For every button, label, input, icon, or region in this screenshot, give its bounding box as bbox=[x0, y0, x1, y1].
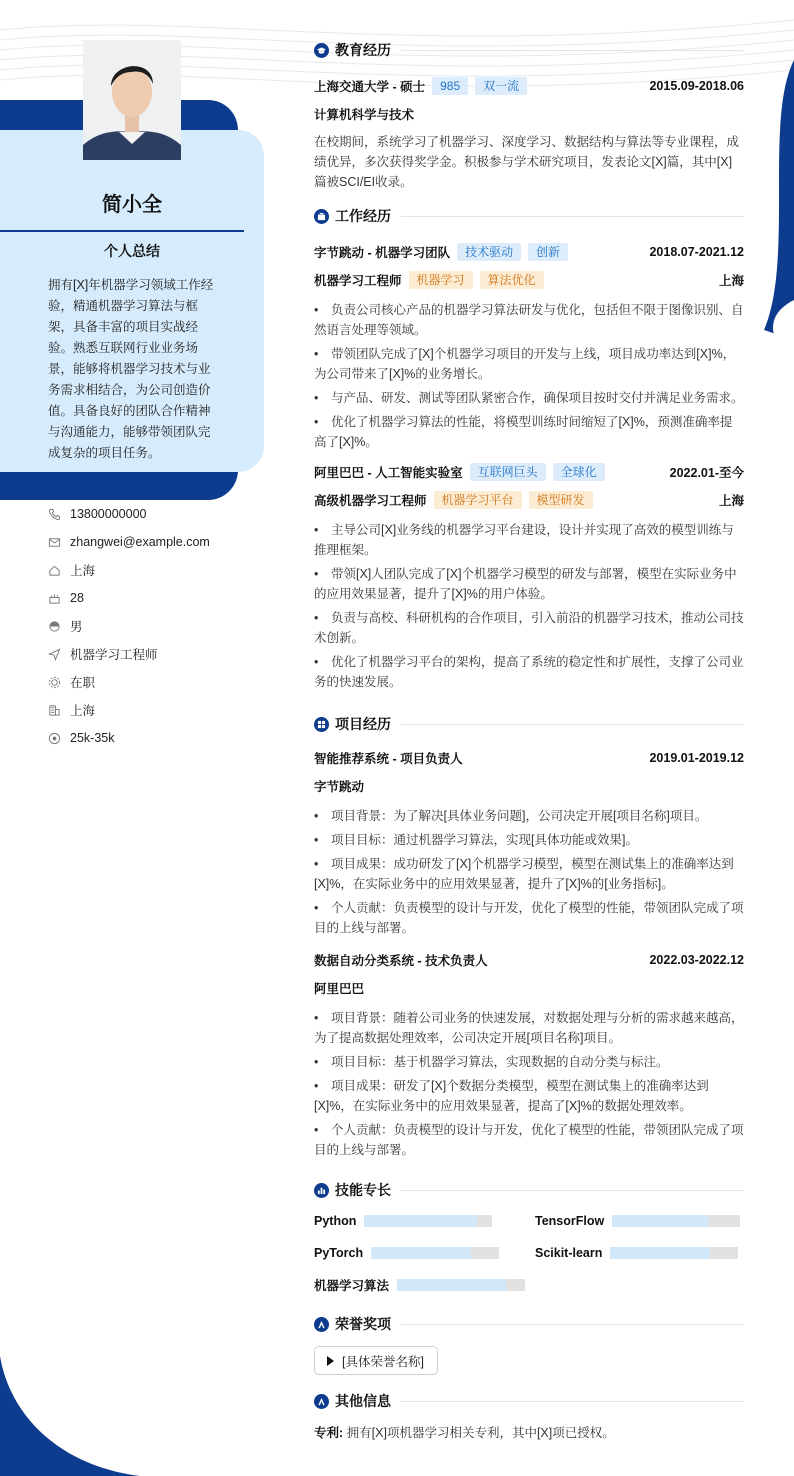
contact-value: 13800000000 bbox=[70, 507, 147, 521]
skill-item bbox=[535, 1244, 744, 1262]
contact-value: 上海 bbox=[70, 564, 96, 578]
list-item: •与产品、研发、测试等团队紧密合作，确保项目按时交付并满足业务需求。 bbox=[314, 388, 744, 408]
section-title: 技能专长 bbox=[335, 1182, 391, 1198]
project-company: 字节跳动 bbox=[314, 780, 365, 794]
name-underline bbox=[0, 230, 244, 232]
skill-bar bbox=[610, 1247, 738, 1259]
list-item: •负责与高校、科研机构的合作项目，引入前沿的机器学习技术，推动公司技术创新。 bbox=[314, 608, 744, 648]
skill-bar-fill bbox=[610, 1247, 710, 1259]
school-name: 上海交通大学 - 硕士 bbox=[314, 80, 426, 94]
section-divider bbox=[401, 216, 744, 217]
info-icon bbox=[314, 1394, 329, 1409]
other-info-line bbox=[314, 1423, 744, 1443]
skill-name: 机器学习算法 bbox=[314, 1279, 390, 1293]
work-role-row bbox=[314, 266, 744, 294]
contact-phone bbox=[48, 500, 248, 528]
main-column bbox=[314, 36, 744, 1443]
education-major-row bbox=[314, 100, 744, 128]
project-period: 2022.03-2022.12 bbox=[649, 953, 744, 967]
section-title: 项目经历 bbox=[335, 716, 391, 732]
role-tag: 机器学习平台 bbox=[434, 491, 522, 509]
company-tag: 技术驱动 bbox=[457, 243, 521, 261]
skill-item bbox=[314, 1244, 535, 1262]
age-icon bbox=[48, 592, 61, 605]
contact-value: 男 bbox=[70, 620, 83, 634]
avatar bbox=[83, 40, 181, 160]
skill-bar-fill bbox=[371, 1247, 471, 1259]
summary-text: 拥有[X]年机器学习领域工作经验，精通机器学习算法与框架，具备丰富的项目实战经验。熟悉互联网行业业务场景，能够将机器学习技术与业务需求相结合，为公司创造价值。具备良好的团队合作精神与沟通能力，能够带领团队完成复杂的项目任务。 bbox=[48, 278, 214, 460]
skill-bar bbox=[397, 1279, 525, 1291]
other-info-label: 专利: bbox=[314, 1426, 344, 1440]
work-company: 阿里巴巴 - 人工智能实验室 bbox=[314, 466, 463, 480]
skill-bar bbox=[371, 1247, 499, 1259]
contact-value: zhangwei@example.com bbox=[70, 535, 210, 549]
project-bullets bbox=[314, 806, 744, 938]
work-company: 字节跳动 - 机器学习团队 bbox=[314, 246, 451, 260]
honor-item-label: [具体荣誉名称] bbox=[342, 1354, 424, 1369]
list-item: •项目成果：成功研发了[X]个机器学习模型，模型在测试集上的准确率达到[X]%，在实际业务中的应用效果显著，提升了[X]%的[业务指标]。 bbox=[314, 854, 744, 894]
contact-location bbox=[48, 556, 248, 584]
work-item bbox=[314, 458, 744, 692]
avatar-portrait-icon bbox=[83, 40, 181, 160]
list-item: •个人贡献：负责模型的设计与开发，优化了模型的性能，带领团队完成了项目的上线与部署。 bbox=[314, 1120, 744, 1160]
other-info-text: 拥有[X]项机器学习相关专利，其中[X]项已授权。 bbox=[346, 1426, 615, 1440]
education-description: 在校期间，系统学习了机器学习、深度学习、数据结构与算法等专业课程，成绩优异，多次获得奖学金。积极参与学术研究项目，发表论文[X]篇，其中[X]篇被SCI/EI收录。 bbox=[314, 135, 740, 189]
skill-bar-fill bbox=[612, 1215, 708, 1227]
project-item bbox=[314, 946, 744, 1160]
send-icon bbox=[48, 648, 61, 661]
list-item: •优化了机器学习算法的性能，将模型训练时间缩短了[X]%，预测准确率提高了[X]%。 bbox=[314, 412, 744, 452]
contact-list bbox=[48, 500, 248, 752]
right-decorative-curve bbox=[754, 60, 794, 340]
work-company-row bbox=[314, 238, 744, 266]
work-city: 上海 bbox=[718, 494, 744, 508]
section-work-header bbox=[314, 202, 744, 230]
award-icon bbox=[314, 1317, 329, 1332]
education-major: 计算机科学与技术 bbox=[314, 108, 415, 122]
company-tag: 创新 bbox=[528, 243, 568, 261]
work-period: 2018.07-2021.12 bbox=[649, 245, 744, 259]
contact-value: 上海 bbox=[70, 704, 96, 718]
contact-city bbox=[48, 696, 248, 724]
section-honors-header bbox=[314, 1310, 744, 1338]
graduation-cap-icon bbox=[314, 43, 329, 58]
company-tag: 全球化 bbox=[553, 463, 605, 481]
list-item: •带领[X]人团队完成了[X]个机器学习模型的研发与部署，模型在实际业务中的应用效果显著，提升了[X]%的用户体验。 bbox=[314, 564, 744, 604]
skill-item bbox=[535, 1212, 744, 1230]
project-name-row bbox=[314, 946, 744, 974]
list-item: •项目成果：研发了[X]个数据分类模型，模型在测试集上的准确率达到[X]%，在实际业务中的应用效果显著，提高了[X]%的数据处理效率。 bbox=[314, 1076, 744, 1116]
company-tag: 互联网巨头 bbox=[470, 463, 546, 481]
mail-icon bbox=[48, 536, 61, 549]
candidate-name: 简小全 bbox=[102, 194, 162, 216]
bottom-decorative-curve bbox=[0, 1356, 140, 1476]
contact-email bbox=[48, 528, 248, 556]
project-bullets bbox=[314, 1008, 744, 1160]
section-title: 工作经历 bbox=[335, 208, 391, 224]
list-item: •项目背景：随着公司业务的快速发展，对数据处理与分析的需求越来越高，为了提高数据处理效率，公司决定开展[项目名称]项目。 bbox=[314, 1008, 744, 1048]
skill-item bbox=[314, 1276, 535, 1294]
contact-gender bbox=[48, 612, 248, 640]
building-icon bbox=[48, 704, 61, 717]
skill-name: Python bbox=[314, 1214, 357, 1228]
education-period: 2015.09-2018.06 bbox=[649, 79, 744, 93]
education-row bbox=[314, 72, 744, 100]
contact-status bbox=[48, 668, 248, 696]
list-item: •负责公司核心产品的机器学习算法研发与优化，包括但不限于图像识别、自然语言处理等领域。 bbox=[314, 300, 744, 340]
phone-icon bbox=[48, 508, 61, 521]
contact-value: 25k-35k bbox=[70, 731, 115, 745]
home-icon bbox=[48, 564, 61, 577]
project-company-row bbox=[314, 772, 744, 800]
project-name: 智能推荐系统 - 项目负责人 bbox=[314, 752, 463, 766]
project-company-row bbox=[314, 974, 744, 1002]
role-tag: 算法优化 bbox=[480, 271, 544, 289]
skill-bar-fill bbox=[364, 1215, 477, 1227]
contact-salary bbox=[48, 724, 248, 752]
project-name-row bbox=[314, 744, 744, 772]
section-divider bbox=[401, 1401, 744, 1402]
grid-icon bbox=[314, 717, 329, 732]
gender-icon bbox=[48, 620, 61, 633]
work-bullets bbox=[314, 520, 744, 692]
skill-item bbox=[314, 1212, 535, 1230]
contact-value: 机器学习工程师 bbox=[70, 648, 158, 662]
list-item: •项目目标：基于机器学习算法，实现数据的自动分类与标注。 bbox=[314, 1052, 744, 1072]
status-icon bbox=[48, 676, 61, 689]
skill-name: TensorFlow bbox=[535, 1214, 605, 1228]
section-divider bbox=[401, 1324, 744, 1325]
work-bullets bbox=[314, 300, 744, 452]
briefcase-icon bbox=[314, 209, 329, 224]
project-period: 2019.01-2019.12 bbox=[649, 751, 744, 765]
salary-icon bbox=[48, 732, 61, 745]
section-title: 荣誉奖项 bbox=[335, 1316, 391, 1332]
project-item bbox=[314, 744, 744, 938]
honor-item-button[interactable] bbox=[314, 1346, 438, 1375]
section-divider bbox=[401, 1190, 744, 1191]
school-tag: 双一流 bbox=[475, 77, 527, 95]
skill-name: Scikit-learn bbox=[535, 1246, 603, 1260]
bar-chart-icon bbox=[314, 1183, 329, 1198]
contact-position bbox=[48, 640, 248, 668]
list-item: •个人贡献：负责模型的设计与开发，优化了模型的性能，带领团队完成了项目的上线与部署。 bbox=[314, 898, 744, 938]
section-divider bbox=[401, 50, 744, 51]
section-skills-header bbox=[314, 1176, 744, 1204]
work-role: 机器学习工程师 bbox=[314, 274, 402, 288]
section-education-header bbox=[314, 36, 744, 64]
list-item: •项目目标：通过机器学习算法，实现[具体功能或效果]。 bbox=[314, 830, 744, 850]
list-item: •项目背景：为了解决[具体业务问题]，公司决定开展[项目名称]项目。 bbox=[314, 806, 744, 826]
summary-heading: 个人总结 bbox=[104, 243, 160, 259]
list-item: •优化了机器学习平台的架构，提高了系统的稳定性和扩展性，支撑了公司业务的快速发展。 bbox=[314, 652, 744, 692]
section-projects-header bbox=[314, 710, 744, 738]
work-period: 2022.01-至今 bbox=[669, 466, 744, 480]
project-company: 阿里巴巴 bbox=[314, 982, 365, 996]
project-name: 数据自动分类系统 - 技术负责人 bbox=[314, 954, 488, 968]
work-role-row bbox=[314, 486, 744, 514]
list-item: •带领团队完成了[X]个机器学习项目的开发与上线，项目成功率达到[X]%，为公司带来了[X]%的业务增长。 bbox=[314, 344, 744, 384]
school-tag: 985 bbox=[432, 77, 468, 95]
work-company-row bbox=[314, 458, 744, 486]
section-divider bbox=[401, 724, 744, 725]
section-title: 教育经历 bbox=[335, 42, 391, 58]
list-item: •主导公司[X]业务线的机器学习平台建设，设计并实现了高效的模型训练与推理框架。 bbox=[314, 520, 744, 560]
play-icon bbox=[327, 1356, 334, 1366]
skill-bar bbox=[364, 1215, 492, 1227]
work-role: 高级机器学习工程师 bbox=[314, 494, 427, 508]
skill-bar bbox=[612, 1215, 740, 1227]
contact-value: 在职 bbox=[70, 676, 96, 690]
contact-value: 28 bbox=[70, 591, 84, 605]
skill-name: PyTorch bbox=[314, 1246, 364, 1260]
section-other-header bbox=[314, 1387, 744, 1415]
role-tag: 机器学习 bbox=[409, 271, 473, 289]
role-tag: 模型研发 bbox=[529, 491, 593, 509]
skills-grid bbox=[314, 1212, 744, 1294]
work-city: 上海 bbox=[718, 274, 744, 288]
contact-age bbox=[48, 584, 248, 612]
skill-bar-fill bbox=[397, 1279, 506, 1291]
section-title: 其他信息 bbox=[335, 1393, 391, 1409]
work-item bbox=[314, 238, 744, 452]
